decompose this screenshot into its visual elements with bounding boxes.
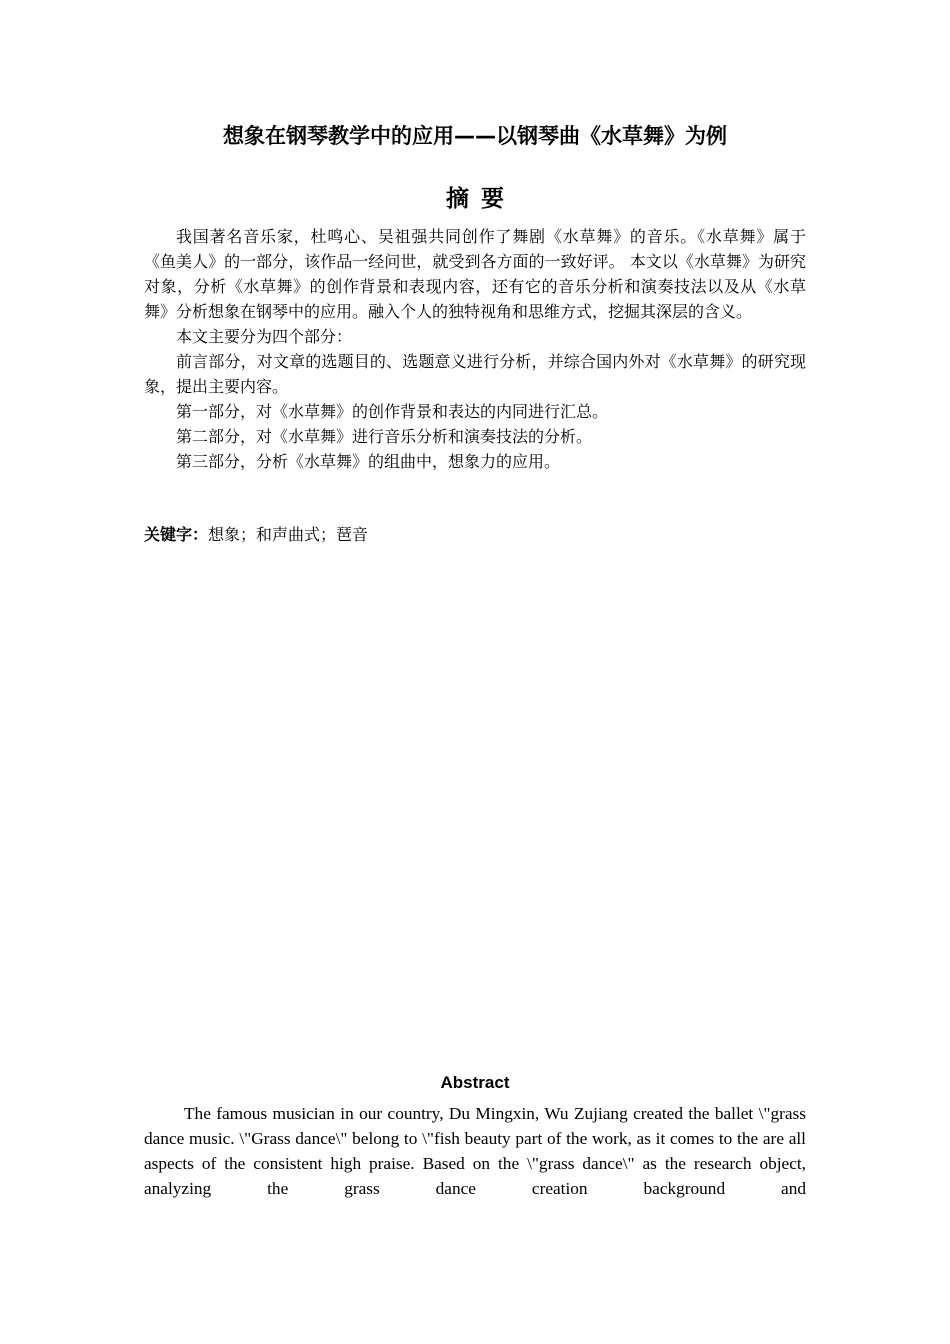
english-abstract-body [144, 1101, 806, 1201]
chinese-abstract-paragraph: 第三部分，分析《水草舞》的组曲中，想象力的应用。 [176, 452, 561, 471]
chinese-abstract-paragraph: 第一部分，对《水草舞》的创作背景和表达的内同进行汇总。 [176, 402, 609, 421]
keywords-label: 关键字： [144, 525, 209, 544]
chinese-abstract-body [144, 224, 806, 474]
keywords-value: 想象；和声曲式；琶音 [208, 525, 369, 544]
paper-title: 想象在钢琴教学中的应用——以钢琴曲《水草舞》为例 [223, 124, 727, 148]
chinese-abstract-heading: 摘要 [446, 186, 516, 212]
english-abstract-paragraph: The famous musician in our country, Du Mingxin, Wu Zujiang created the ballet \"grass dance music. \"Grass dance\" belong to \"fish beauty part of the work, as it comes to the are all aspects of the consistent high praise. Based on the \"grass dance\" as the research object, analyzing the grass dance creation background and [144, 1104, 806, 1198]
chinese-abstract-paragraph: 我国著名音乐家，杜鸣心、吴祖强共同创作了舞剧《水草舞》的音乐。《水草舞》属于《鱼美人》的一部分，该作品一经问世，就受到各方面的一致好评。 本文以《水草舞》为研究对象，分析《水草舞》的创作背景和表现内容，还有它的音乐分析和演奏技法以及从《水草舞》分析想象在钢琴中的应用。融入个人的独特视角和思维方式，挖掘其深层的含义。 [144, 227, 806, 321]
chinese-abstract-paragraph: 前言部分，对文章的选题目的、选题意义进行分析，并综合国内外对《水草舞》的研究现象，提出主要内容。 [144, 352, 806, 396]
chinese-abstract-paragraph: 本文主要分为四个部分： [176, 327, 353, 346]
keywords-line [144, 522, 806, 547]
chinese-abstract-paragraph: 第二部分，对《水草舞》进行音乐分析和演奏技法的分析。 [176, 427, 593, 446]
english-abstract-heading: Abstract [440, 1073, 510, 1092]
